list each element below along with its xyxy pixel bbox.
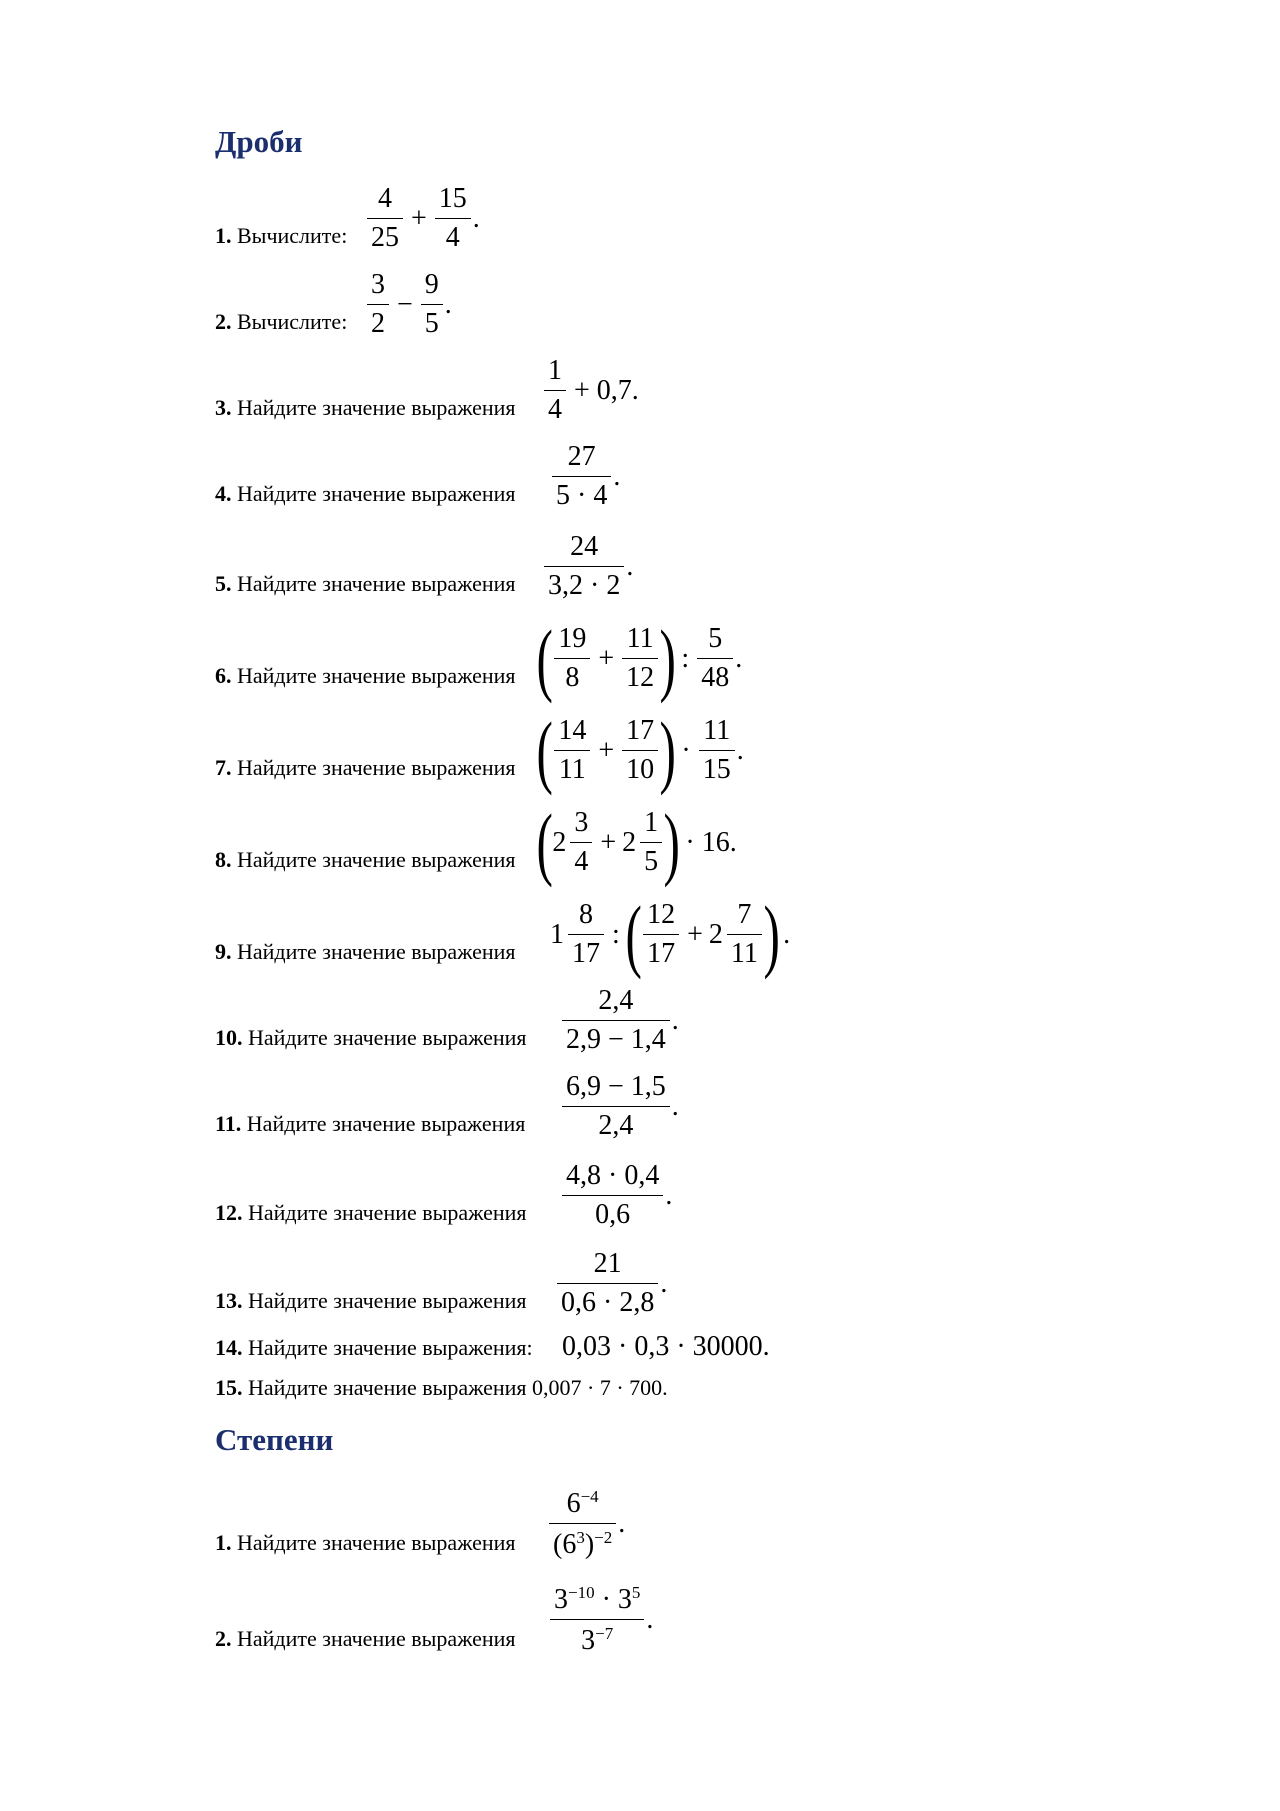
task-label bbox=[215, 1376, 668, 1400]
math-text: Найдите значение выражения bbox=[237, 571, 516, 596]
numerator: 21 bbox=[593, 1248, 622, 1279]
math-text: Найдите значение выражения bbox=[237, 481, 516, 506]
fraction bbox=[562, 1073, 670, 1140]
task-expression bbox=[547, 1488, 625, 1559]
numerator: 11 bbox=[703, 715, 731, 746]
denominator: 15 bbox=[699, 750, 735, 784]
fraction bbox=[367, 271, 389, 338]
math-text bbox=[365, 185, 480, 252]
math-text bbox=[536, 612, 743, 704]
fraction bbox=[550, 1584, 644, 1655]
task-number: 8. bbox=[215, 847, 232, 872]
operator: · bbox=[681, 734, 691, 766]
math-text: Найдите значение выражения bbox=[248, 1288, 527, 1313]
denominator: 4 bbox=[570, 842, 592, 876]
math-text: Найдите значение выражения bbox=[237, 939, 516, 964]
exponent: −7 bbox=[595, 1624, 614, 1643]
math-text: . bbox=[671, 1090, 679, 1122]
numerator bbox=[550, 1584, 644, 1619]
fraction bbox=[554, 717, 590, 784]
parenthesis: ) bbox=[763, 888, 780, 980]
fraction bbox=[570, 809, 592, 876]
numerator bbox=[563, 1488, 603, 1523]
task-expression bbox=[548, 1584, 653, 1655]
denominator bbox=[549, 1523, 616, 1559]
task-label bbox=[215, 848, 516, 872]
numerator: 8 bbox=[579, 899, 593, 930]
task-label bbox=[215, 940, 516, 964]
math-text: Найдите значение выражения 0,007 · 7 · 700. bbox=[248, 1375, 668, 1400]
task-label bbox=[215, 1201, 527, 1225]
task-number: 14. bbox=[215, 1335, 243, 1360]
task-number: 2. bbox=[215, 1626, 232, 1651]
task-number: 9. bbox=[215, 939, 232, 964]
denominator: 10 bbox=[622, 750, 658, 784]
math-text: 0,03 · 0,3 · 30000. bbox=[562, 1331, 770, 1362]
task-label bbox=[215, 572, 516, 596]
math-text: . bbox=[613, 460, 621, 492]
task-expression bbox=[550, 888, 791, 980]
denominator bbox=[550, 1619, 644, 1655]
task-number: 11. bbox=[215, 1111, 242, 1136]
task-label bbox=[215, 756, 516, 780]
parenthesis: ( bbox=[536, 704, 553, 796]
math-text bbox=[555, 1250, 667, 1317]
math-text: 2 bbox=[552, 826, 567, 858]
denominator: 8 bbox=[554, 658, 590, 692]
fraction bbox=[568, 901, 604, 968]
math-text bbox=[536, 704, 744, 796]
denominator: 2 bbox=[367, 304, 389, 338]
operator: + bbox=[598, 734, 615, 766]
math-text: Найдите значение выражения bbox=[237, 847, 516, 872]
task-label bbox=[215, 310, 347, 334]
numerator: 4 bbox=[378, 183, 392, 214]
task-expression bbox=[560, 1073, 679, 1140]
denominator: 2,9 − 1,4 bbox=[562, 1020, 670, 1054]
operator: + bbox=[411, 202, 427, 234]
math-text: . bbox=[665, 1179, 673, 1211]
task-expression bbox=[536, 612, 743, 704]
denominator: 5 · 4 bbox=[552, 476, 611, 510]
denominator: 48 bbox=[697, 658, 733, 692]
numerator: 6,9 − 1,5 bbox=[566, 1071, 666, 1102]
exponent: −2 bbox=[594, 1528, 613, 1547]
task-number: 7. bbox=[215, 755, 232, 780]
task-label bbox=[215, 664, 516, 688]
task-expression bbox=[365, 271, 452, 338]
task-number: 12. bbox=[215, 1200, 243, 1225]
math-text: Найдите значение выражения bbox=[237, 1626, 516, 1651]
denominator: 0,6 · 2,8 bbox=[557, 1283, 658, 1317]
exponent: −10 bbox=[568, 1583, 595, 1602]
math-text: . bbox=[735, 642, 743, 674]
math-text: Найдите значение выражения bbox=[237, 1530, 516, 1555]
section-title-powers: Степени bbox=[215, 1422, 334, 1457]
math-text: · bbox=[601, 1584, 611, 1615]
numerator: 4,8 · 0,4 bbox=[566, 1160, 660, 1191]
numerator: 15 bbox=[438, 183, 467, 214]
operator: : bbox=[612, 918, 620, 950]
operator: + bbox=[598, 642, 615, 674]
math-text bbox=[542, 533, 633, 600]
fraction bbox=[697, 625, 733, 692]
fraction bbox=[622, 717, 658, 784]
math-text: Вычислите: bbox=[237, 309, 348, 334]
fraction bbox=[562, 1162, 663, 1229]
numerator: 3 bbox=[574, 807, 589, 838]
task-expression bbox=[542, 357, 639, 424]
task-number: 2. bbox=[215, 309, 232, 334]
math-text bbox=[550, 888, 791, 980]
task-expression bbox=[555, 1250, 667, 1317]
math-text: ( bbox=[553, 1529, 563, 1560]
task-expression bbox=[536, 796, 737, 888]
denominator: 11 bbox=[727, 934, 762, 968]
math-text: . bbox=[736, 734, 744, 766]
fraction bbox=[544, 533, 624, 600]
operator: : bbox=[681, 642, 690, 674]
fraction bbox=[640, 809, 662, 876]
math-text: . bbox=[646, 1603, 654, 1635]
fraction bbox=[421, 271, 443, 338]
math-text: Найдите значение выражения: bbox=[248, 1335, 533, 1360]
math-text: ) bbox=[584, 1529, 595, 1560]
denominator: 5 bbox=[421, 304, 443, 338]
task-number: 13. bbox=[215, 1288, 243, 1313]
numerator: 1 bbox=[548, 355, 562, 386]
math-text bbox=[560, 987, 679, 1054]
math-text: . bbox=[626, 550, 634, 582]
math-text: . bbox=[660, 1267, 668, 1299]
math-text: Найдите значение выражения bbox=[248, 1025, 527, 1050]
task-expression bbox=[560, 1162, 672, 1229]
math-text: Найдите значение выражения bbox=[237, 663, 516, 688]
math-text: . bbox=[618, 1507, 626, 1539]
fraction bbox=[367, 185, 403, 252]
numerator: 19 bbox=[558, 623, 587, 654]
operator: + bbox=[600, 826, 617, 858]
math-text: . bbox=[472, 202, 480, 234]
parenthesis: ( bbox=[536, 796, 553, 888]
math-text: 2 bbox=[622, 826, 637, 858]
task-number: 4. bbox=[215, 481, 232, 506]
numerator: 9 bbox=[424, 269, 439, 300]
task-label bbox=[215, 1026, 527, 1050]
math-text: Найдите значение выражения bbox=[248, 1200, 527, 1225]
math-text: 3 bbox=[554, 1584, 568, 1615]
fraction bbox=[549, 1488, 616, 1559]
fraction bbox=[562, 987, 670, 1054]
numerator: 11 bbox=[626, 623, 654, 654]
numerator: 7 bbox=[737, 899, 752, 930]
task-label bbox=[215, 1627, 516, 1651]
parenthesis: ) bbox=[659, 704, 676, 796]
task-expression bbox=[365, 185, 480, 252]
math-text: 1 bbox=[550, 918, 564, 950]
task-label bbox=[215, 1336, 533, 1360]
parenthesis: ( bbox=[536, 612, 553, 704]
fraction bbox=[622, 625, 658, 692]
math-text: · 16. bbox=[685, 826, 737, 858]
numerator: 1 bbox=[644, 807, 659, 838]
fraction bbox=[643, 901, 679, 968]
math-text bbox=[550, 443, 620, 510]
section-title-fractions: Дроби bbox=[215, 124, 303, 159]
numerator: 17 bbox=[626, 715, 655, 746]
math-text bbox=[536, 796, 737, 888]
numerator: 12 bbox=[647, 899, 676, 930]
task-number: 15. bbox=[215, 1375, 243, 1400]
math-text: Найдите значение выражения bbox=[237, 395, 516, 420]
parenthesis: ) bbox=[663, 796, 680, 888]
numerator: 2,4 bbox=[598, 985, 634, 1016]
math-text: . bbox=[671, 1004, 679, 1036]
math-text bbox=[547, 1488, 625, 1559]
task-expression bbox=[562, 1333, 770, 1361]
task-number: 1. bbox=[215, 1530, 232, 1555]
math-text: 3 bbox=[581, 1625, 596, 1656]
math-text: . bbox=[783, 918, 791, 950]
task-label bbox=[215, 396, 516, 420]
task-expression bbox=[536, 704, 744, 796]
task-number: 10. bbox=[215, 1025, 243, 1050]
numerator: 24 bbox=[570, 531, 599, 562]
parenthesis: ( bbox=[625, 888, 642, 980]
exponent: 5 bbox=[631, 1583, 641, 1602]
math-text: Найдите значение выражения bbox=[237, 755, 516, 780]
exponent: −4 bbox=[580, 1487, 599, 1506]
math-text bbox=[548, 1584, 653, 1655]
math-text: 6 bbox=[566, 1488, 581, 1519]
numerator: 5 bbox=[708, 623, 723, 654]
operator: − bbox=[397, 288, 413, 320]
fraction bbox=[544, 357, 566, 424]
fraction bbox=[552, 443, 611, 510]
denominator: 3,2 · 2 bbox=[544, 566, 624, 600]
task-expression bbox=[560, 987, 679, 1054]
task-number: 3. bbox=[215, 395, 232, 420]
math-text bbox=[542, 357, 639, 424]
task-label bbox=[215, 1289, 527, 1313]
denominator: 4 bbox=[435, 218, 471, 252]
denominator: 17 bbox=[643, 934, 679, 968]
numerator: 3 bbox=[371, 269, 385, 300]
math-text: 2 bbox=[708, 918, 723, 950]
task-label bbox=[215, 1112, 525, 1136]
denominator: 0,6 bbox=[562, 1195, 663, 1229]
parenthesis: ) bbox=[659, 612, 676, 704]
task-expression bbox=[542, 533, 633, 600]
task-label bbox=[215, 482, 516, 506]
task-number: 6. bbox=[215, 663, 232, 688]
denominator: 2,4 bbox=[562, 1106, 670, 1140]
math-text: Найдите значение выражения bbox=[246, 1111, 526, 1136]
math-text: 3 bbox=[617, 1584, 632, 1615]
task-label bbox=[215, 224, 347, 248]
fraction bbox=[727, 901, 762, 968]
fraction bbox=[435, 185, 471, 252]
denominator: 12 bbox=[622, 658, 658, 692]
operator: + bbox=[687, 918, 703, 950]
fraction bbox=[554, 625, 590, 692]
numerator: 14 bbox=[558, 715, 587, 746]
task-number: 1. bbox=[215, 223, 232, 248]
math-text: + 0,7. bbox=[574, 374, 639, 406]
math-text: . bbox=[444, 288, 452, 320]
task-label bbox=[215, 1531, 516, 1555]
denominator: 17 bbox=[568, 934, 604, 968]
task-number: 5. bbox=[215, 571, 232, 596]
exponent: 3 bbox=[576, 1528, 585, 1547]
fraction bbox=[699, 717, 735, 784]
denominator: 11 bbox=[554, 750, 590, 784]
math-text: Вычислите: bbox=[237, 223, 348, 248]
denominator: 25 bbox=[367, 218, 403, 252]
math-text bbox=[560, 1073, 679, 1140]
math-text: 6 bbox=[562, 1529, 577, 1560]
numerator: 27 bbox=[567, 441, 596, 472]
denominator: 5 bbox=[640, 842, 662, 876]
task-expression bbox=[550, 443, 620, 510]
denominator: 4 bbox=[544, 390, 566, 424]
fraction bbox=[557, 1250, 658, 1317]
math-text bbox=[560, 1162, 672, 1229]
math-text bbox=[365, 271, 452, 338]
